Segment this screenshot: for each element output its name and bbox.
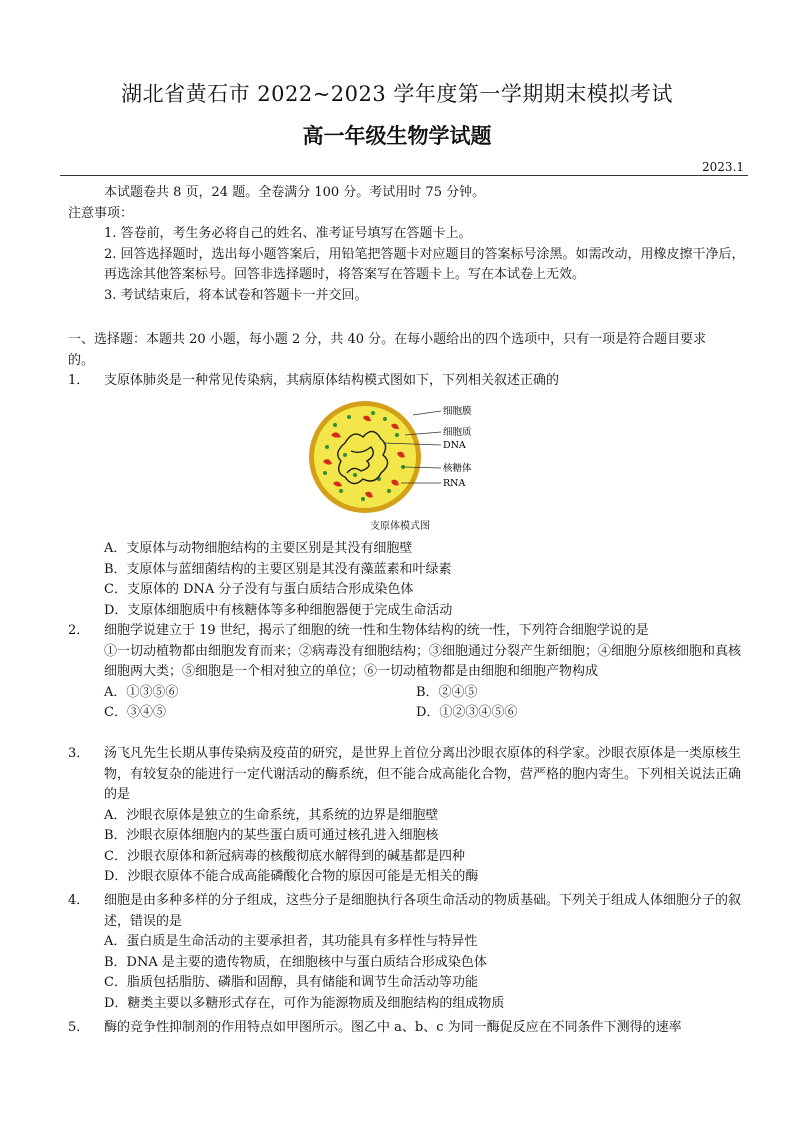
question-statements: ①一切动植物都由细胞发育而来；②病毒没有细胞结构；③细胞通过分裂产生新细胞；④细胞分原核细胞和真核细胞两大类；⑤细胞是一个相对独立的单位；⑥一切动植物都是由细胞和细胞产物构成 (104, 643, 742, 679)
options-row-2 (68, 703, 748, 724)
exam-notes (68, 183, 748, 306)
question-5 (68, 1018, 748, 1039)
question-stem: 酶的竞争性抑制剂的作用特点如甲图所示。图乙中 a、b、c 为同一酶促反应在不同条件下测得的速率 (104, 1020, 682, 1035)
label-dna: DNA (443, 440, 466, 451)
question-number: 4． (68, 893, 90, 908)
option-c: C．支原体的 DNA 分子没有与蛋白质结合形成染色体 (104, 582, 414, 597)
option-d: D．沙眼衣原体不能合成高能磷酸化合物的原因可能是无相关的酶 (104, 869, 479, 884)
label-rna: RNA (443, 478, 466, 489)
question-stem: 支原体肺炎是一种常见传染病，其病原体结构模式图如下，下列相关叙述正确的 (104, 373, 560, 388)
question-1 (68, 371, 748, 392)
option-a: A．支原体与动物细胞结构的主要区别是其没有细胞壁 (104, 541, 413, 556)
question-stem: 细胞学说建立于 19 世纪，揭示了细胞的统一性和生物体结构的统一性，下列符合细胞学说的是 (104, 623, 649, 638)
option-d: D．①②③④⑤⑥ (416, 705, 518, 720)
option-d: D．糖类主要以多糖形式存在，可作为能源物质及细胞结构的组成物质 (104, 995, 505, 1011)
options-row-1 (68, 683, 748, 704)
notes-item-3: 3. 考试结束后，将本试卷和答题卡一并交回。 (104, 287, 368, 303)
exam-title: 湖北省黄石市 2022~2023 学年度第一学期期末模拟考试 (121, 82, 673, 106)
exam-date: 2023.1 (702, 160, 744, 174)
question-number: 2． (68, 623, 90, 638)
option-b: B．②④⑤ (416, 684, 478, 700)
notes-intro: 本试题卷共 8 页，24 题。全卷满分 100 分。考试用时 75 分钟。 (104, 185, 486, 200)
option-a: A．蛋白质是生命活动的主要承担者，其功能具有多样性与特异性 (104, 934, 478, 949)
option-c: C．③④⑤ (104, 705, 166, 720)
section-title: 一、选择题：本题共 20 小题，每小题 2 分，共 40 分。在每小题给出的四个选项中，只有一项是符合题目要求的。 (68, 332, 707, 368)
notes-item-2: 2. 回答选择题时，选出每小题答案后，用铅笔把答题卡对应题目的答案标号涂黑。如需改动，用橡皮擦干净后，再选涂其他答案标号。回答非选择题时，将答案写在答题卡上。写在本试卷上无效。 (104, 246, 745, 282)
option-b: B．DNA 是主要的遗传物质，在细胞核中与蛋白质结合形成染色体 (104, 954, 487, 970)
question-4 (68, 891, 748, 1014)
question-stem: 汤飞凡先生长期从事传染病及疫苗的研究，是世界上首位分离出沙眼衣原体的科学家。沙眼衣原体是一类原核生物，有较复杂的能进行一定代谢活动的酶系统，但不能合成高能化合物，营严格的胞内寄生。下列相关说法正确的是 (104, 746, 742, 802)
header-divider (60, 175, 748, 176)
figure-caption: 支原体模式图 (370, 521, 430, 532)
notes-item-1: 1. 答卷前，考生务必将自己的姓名、准考证号填写在答题卡上。 (104, 226, 472, 241)
question-1-options (68, 539, 748, 621)
option-a: A．①③⑤⑥ (104, 684, 179, 700)
option-d: D．支原体细胞质中有核糖体等多种细胞器便于完成生命活动 (104, 602, 453, 618)
notes-heading: 注意事项： (68, 205, 134, 221)
question-3 (68, 744, 748, 888)
option-b: B．沙眼衣原体细胞内的某些蛋白质可通过核孔进入细胞核 (104, 828, 439, 843)
exam-subtitle: 高一年级生物学试题 (302, 123, 492, 148)
label-ribosome: 核糖体 (443, 463, 472, 474)
question-number: 1． (68, 373, 90, 388)
option-c: C．沙眼衣原体和新冠病毒的核酸彻底水解得到的碱基都是四种 (104, 848, 465, 864)
question-number: 5． (68, 1020, 90, 1035)
label-cytoplasm: 细胞质 (443, 427, 472, 438)
option-b: B．支原体与蓝细菌结构的主要区别是其没有藻蓝素和叶绿素 (104, 561, 452, 577)
mycoplasma-diagram (305, 395, 505, 535)
question-stem: 细胞是由多种多样的分子组成，这些分子是细胞执行各项生命活动的物质基础。下列关于组成人体细胞分子的叙述，错误的是 (104, 893, 742, 929)
option-a: A．沙眼衣原体是独立的生命系统，其系统的边界是细胞壁 (104, 807, 439, 823)
label-membrane: 细胞膜 (443, 406, 472, 417)
option-c: C．脂质包括脂肪、磷脂和固醇，具有储能和调节生命活动等功能 (104, 975, 478, 990)
question-2 (68, 621, 748, 724)
question-number: 3． (68, 746, 90, 761)
